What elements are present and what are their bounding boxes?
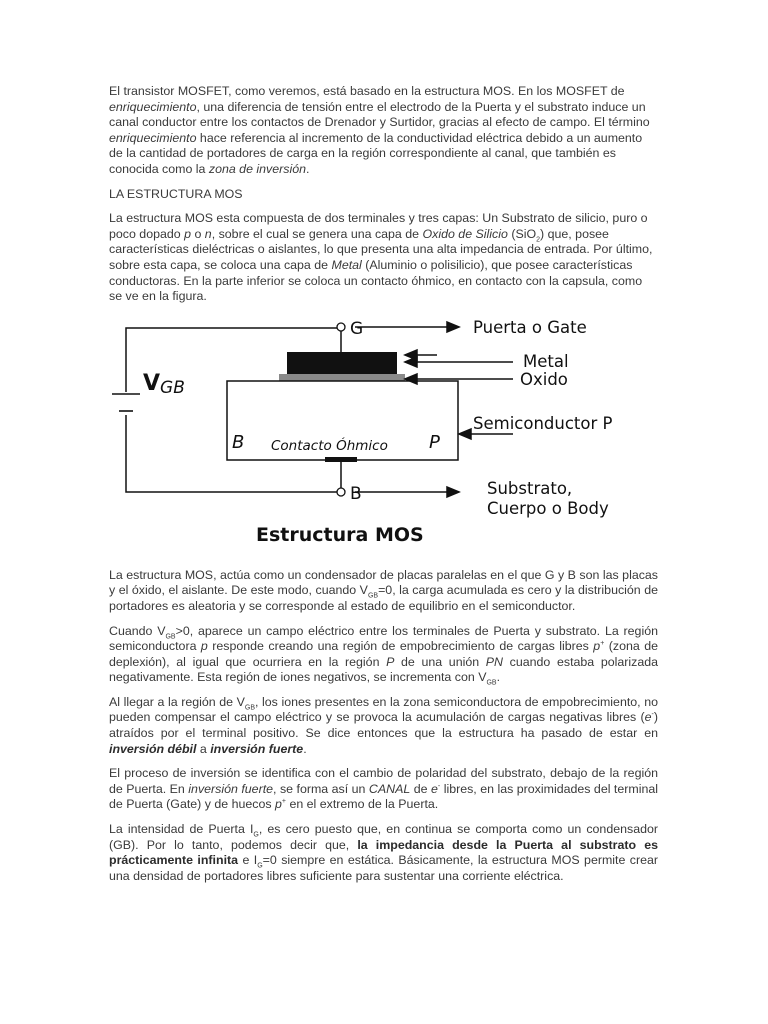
- inner-b-label: B: [232, 431, 245, 453]
- substrate-label-line1: Substrato,: [487, 478, 573, 498]
- substrate-arrow-head: [447, 487, 459, 497]
- terminal-g-label: G: [350, 318, 364, 339]
- polarity-paragraph: El proceso de inversión se identifica con el cambio de polaridad del substrato, debajo de la región de Puerta. En inversión fuerte, se forma así un CANAL de e- libres, en las proximidades del terminal de Puerta (Gate) y de huecos p+ en el extremo de la Puerta.: [109, 766, 659, 812]
- gate-arrow-head: [447, 322, 459, 332]
- metal-arrow-head: [405, 357, 417, 367]
- depletion-paragraph: Cuando $V_{GB}>0$, aparece un campo eléctrico entre los terminales de Puerta y substrato. La región semiconductora p responde creando una región de empobrecimiento de cargas libres p+ (zona de deplexión), al igual que ocurriera en la región P de una unión PN cuando estaba polarizada negativamente. Esta región de iones negativos, se incrementa con $V_{GB}$.: [109, 623, 659, 687]
- mos-structure-figure: [109, 314, 658, 560]
- figure-caption: Estructura MOS: [256, 523, 424, 546]
- document-page: [109, 84, 658, 893]
- oxide-label: Oxido: [520, 369, 568, 389]
- oxide-layer: [279, 374, 405, 381]
- intro-paragraph: El transistor MOSFET, como veremos, está basado en la estructura MOS. En los MOSFET de enriquecimiento, una diferencia de tensión entre el electrodo de la Puerta y el substrato induce un canal conductor entre los contactos de Drenador y Surtidor, gracias al efecto de campo. El término enriquecimiento hace referencia al incremento de la conductividad eléctrica debido a un aumento de la cantidad de portadores de carga en la región correspondiente al canal, que también es conocida como la zona de inversión.: [109, 84, 650, 176]
- terminal-b-label: B: [350, 483, 362, 504]
- gate-current-paragraph: La intensidad de Puerta $I_G$, es cero puesto que, en continua se comporta como un condensador (GB). Por lo tanto, podemos decir que, la impedancia desde la Puerta al substrato es prácticamente infinita e $I_G=0$ siempre en estática. Básicamente, la estructura MOS permite crear una densidad de portadores libres suficiente para sustentar una corriente eléctrica.: [109, 822, 659, 883]
- inversion-paragraph: Al llegar a la región de $V_{GB}$, los iones presentes en la zona semiconductora de empobrecimiento, no pueden compensar el campo eléctrico y se provoca la acumulación de cargas negativas libres (e-) atraídos por el terminal positivo. Se dice entonces que la estructura ha pasado de estar en inversión débil a inversión fuerte.: [109, 694, 658, 756]
- gate-label: Puerta o Gate: [473, 317, 587, 337]
- metal-label: Metal: [523, 351, 569, 371]
- ohmic-contact: [325, 457, 357, 462]
- semiconductor-label: Semiconductor P: [473, 413, 613, 433]
- structure-paragraph: La estructura MOS esta compuesta de dos terminales y tres capas: Un Substrato de silicio, puro o poco dopado p o n, sobre el cual se genera una capa de Oxido de Silicio (SiO$_2$) que, posee características dieléctricas o aislantes, lo que presenta una alta impedancia de entrada. Por último, sobre esta capa, se coloca una capa de Metal (Aluminio o polisilicio), que posee características conductoras. En la parte inferior se coloca un contacto óhmico, en contacto con la capsula, como se ve en la figura.: [109, 211, 653, 304]
- body-terminal: [337, 488, 345, 496]
- metal-layer: [287, 352, 397, 374]
- semiconductor-arrow-head: [459, 429, 471, 439]
- section-heading: LA ESTRUCTURA MOS: [109, 186, 243, 201]
- substrate-label-line2: Cuerpo o Body: [487, 498, 609, 518]
- capacitor-paragraph: La estructura MOS, actúa como un condensador de placas paralelas en el que G y B son las placas y el óxido, el aislante. De este modo, cuando $V_{GB}=0$, la carga acumulada es cero y la distribución de portadores es aleatoria y se corresponde al estado de equilibrio en el semiconductor.: [109, 567, 658, 613]
- inner-p-label: P: [429, 431, 440, 453]
- vgb-label: VGB: [143, 370, 185, 398]
- ohmic-contact-label: Contacto Óhmico: [271, 437, 388, 454]
- gate-terminal: [337, 323, 345, 331]
